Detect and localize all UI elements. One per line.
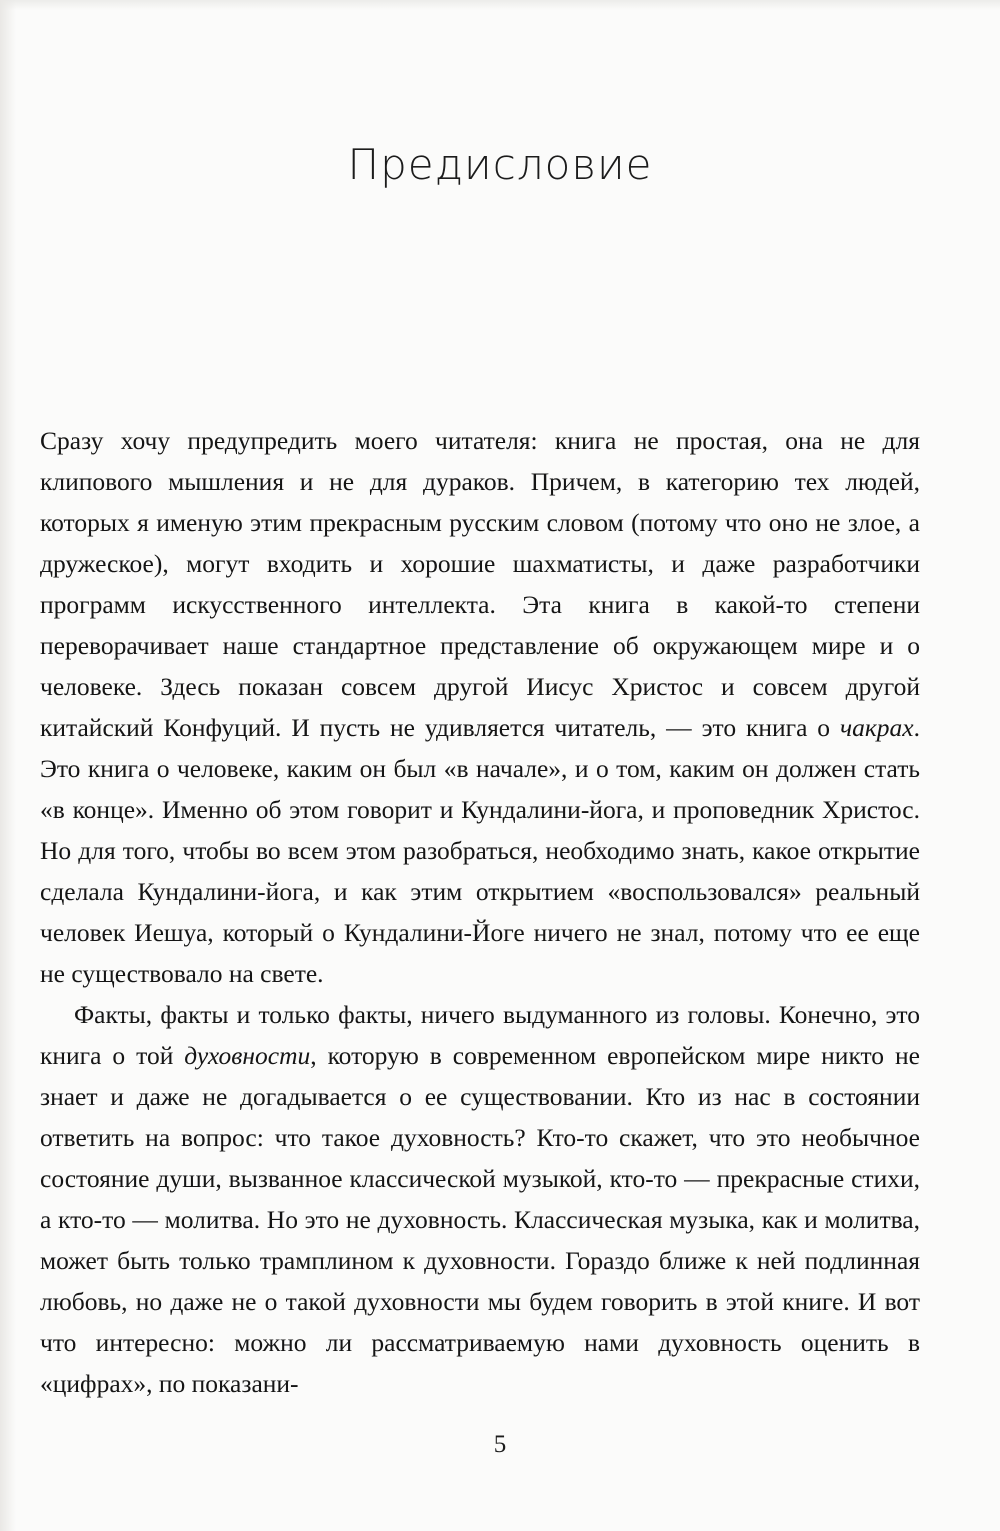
page-number: 5 (493, 1431, 507, 1458)
page-top-shadow (0, 0, 1000, 10)
text-run: , которую в современном европейском мире никто не знает и даже не догадывается о ее существовании. Кто из нас в состоянии ответить на вопрос: что такое духовность? Кто-то скажет, что это необычное состояние души, вызванное классической музыкой, кто-то — прекрасные стихи, а кто-то — молитва. Но это не духовность. Классическая музыка, как и молитва, может быть только трамплином к духовности. Гораздо ближе к ней подлинная любовь, но даже не о такой духовности мы будем говорить в этой книге. И вот что интересно: можно ли рассматриваемую нами духовность оценить в «цифрах», по показани- (40, 1041, 920, 1398)
paragraph (40, 420, 920, 994)
paragraph (40, 994, 920, 1404)
emphasized-term: чакрах (839, 713, 914, 742)
text-run: Факты, факты и только факты, ничего выдуманного из головы. Конечно, это книга о той (40, 1000, 920, 1070)
emphasized-term: духовности (184, 1041, 311, 1070)
page-title: Предисловие (347, 140, 653, 190)
text-run: . Это книга о человеке, каким он был «в начале», и о том, каким он должен стать «в конце». Именно об этом говорит и Кундалини-йога, и проповедник Христос. Но для того, чтобы во всем этом разобраться, необходимо знать, какое открытие сделала Кундалини-йога, и как этим открытием «воспользовался» реальный человек Иешуа, который о Кундалини-Йоге ничего не знал, потому что ее еще не существовало на свете. (40, 713, 920, 988)
page-left-shadow (0, 0, 16, 1531)
body-text (40, 420, 920, 1404)
text-run: Сразу хочу предупредить моего читателя: книга не простая, она не для клипового мышления и не для дураков. Причем, в категорию тех людей, которых я именую этим прекрасным русским словом (потому что оно не злое, а дружеское), могут входить и хорошие шахматисты, и даже разработчики программ искусственного интеллекта. Эта книга в какой-то степени переворачивает наше стандартное представление об окружающем мире и о человеке. Здесь показан совсем другой Иисус Христос и совсем другой китайский Конфуций. И пусть не удивляется читатель, — это книга о (40, 426, 920, 742)
